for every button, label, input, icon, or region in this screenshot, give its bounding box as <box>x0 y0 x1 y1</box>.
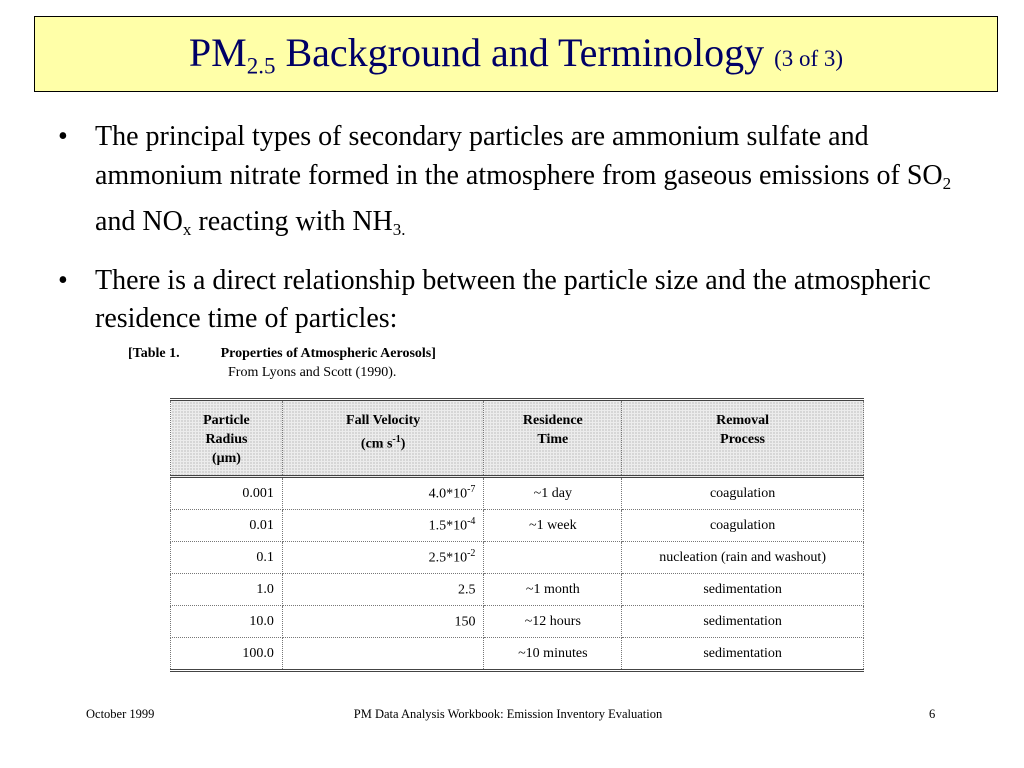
caption-label: Table 1. <box>132 346 180 361</box>
footer-title: PM Data Analysis Workbook: Emission Inventory Evaluation <box>353 707 663 721</box>
footer-date: October 1999 <box>86 707 155 721</box>
bullet-list <box>58 118 998 351</box>
header-particle-radius: Particle Radius (μm) <box>171 400 283 477</box>
bullet-item: • There is a direct relationship between the particle size and the atmospheric residence time of particles: <box>58 262 998 339</box>
cell-velocity: 150 <box>282 606 484 638</box>
cell-radius: 0.1 <box>171 542 283 574</box>
header-fall-velocity: Fall Velocity (cm $s^{-1}$) <box>282 400 484 477</box>
cell-velocity: $4.0*10^{-7}$ <box>282 477 484 510</box>
slide-title: PM2.5 Background and Terminology (3 of 3) <box>188 29 844 79</box>
cell-removal-process: coagulation <box>622 477 864 510</box>
cell-radius: 100.0 <box>171 638 283 671</box>
table-row <box>171 638 864 671</box>
cell-removal-process: coagulation <box>622 510 864 542</box>
title-banner <box>34 16 998 92</box>
cell-residence-time: ~12 hours <box>484 606 622 638</box>
table-row <box>171 510 864 542</box>
caption-title: Properties of Atmospheric Aerosols <box>220 346 432 361</box>
cell-removal-process: sedimentation <box>622 638 864 671</box>
header-residence-time: Residence Time <box>484 400 622 477</box>
aerosol-properties-table <box>170 398 864 672</box>
cell-residence-time: ~1 day <box>484 477 622 510</box>
bullet-marker: • <box>58 121 68 152</box>
table-row <box>171 477 864 510</box>
cell-radius: 10.0 <box>171 606 283 638</box>
table-row <box>171 542 864 574</box>
caption-close-bracket: ] <box>431 346 436 361</box>
title-subscript: 2.5 <box>246 53 276 79</box>
cell-residence-time <box>484 542 622 574</box>
page-number: 6 <box>929 707 936 721</box>
cell-radius: 0.001 <box>171 477 283 510</box>
cell-radius: 0.01 <box>171 510 283 542</box>
table-row <box>171 606 864 638</box>
caption-source: From Lyons and Scott (1990). <box>228 365 397 380</box>
cell-removal-process: sedimentation <box>622 574 864 606</box>
cell-residence-time: ~10 minutes <box>484 638 622 671</box>
caption-open-bracket: [ <box>128 346 133 361</box>
cell-velocity: 2.5 <box>282 574 484 606</box>
table-caption <box>128 346 436 381</box>
bullet-item: • The principal types of secondary particles are ammonium sulfate and ammonium nitrate formed in the atmosphere from gaseous emissions of $SO_2$ and $NO_x$ reacting with $NH_{3.}$ <box>58 118 998 250</box>
title-part-indicator: (3 of 3) <box>774 45 844 71</box>
cell-removal-process: nucleation (rain and washout) <box>622 542 864 574</box>
table-row <box>171 574 864 606</box>
header-removal-process: Removal Process <box>622 400 864 477</box>
cell-residence-time: ~1 month <box>484 574 622 606</box>
cell-velocity <box>282 638 484 671</box>
cell-residence-time: ~1 week <box>484 510 622 542</box>
cell-velocity: $1.5*10^{-4}$ <box>282 510 484 542</box>
cell-velocity: $2.5*10^{-2}$ <box>282 542 484 574</box>
cell-radius: 1.0 <box>171 574 283 606</box>
bullet-marker: • <box>58 264 68 296</box>
table-header-row <box>171 400 864 477</box>
cell-removal-process: sedimentation <box>622 606 864 638</box>
